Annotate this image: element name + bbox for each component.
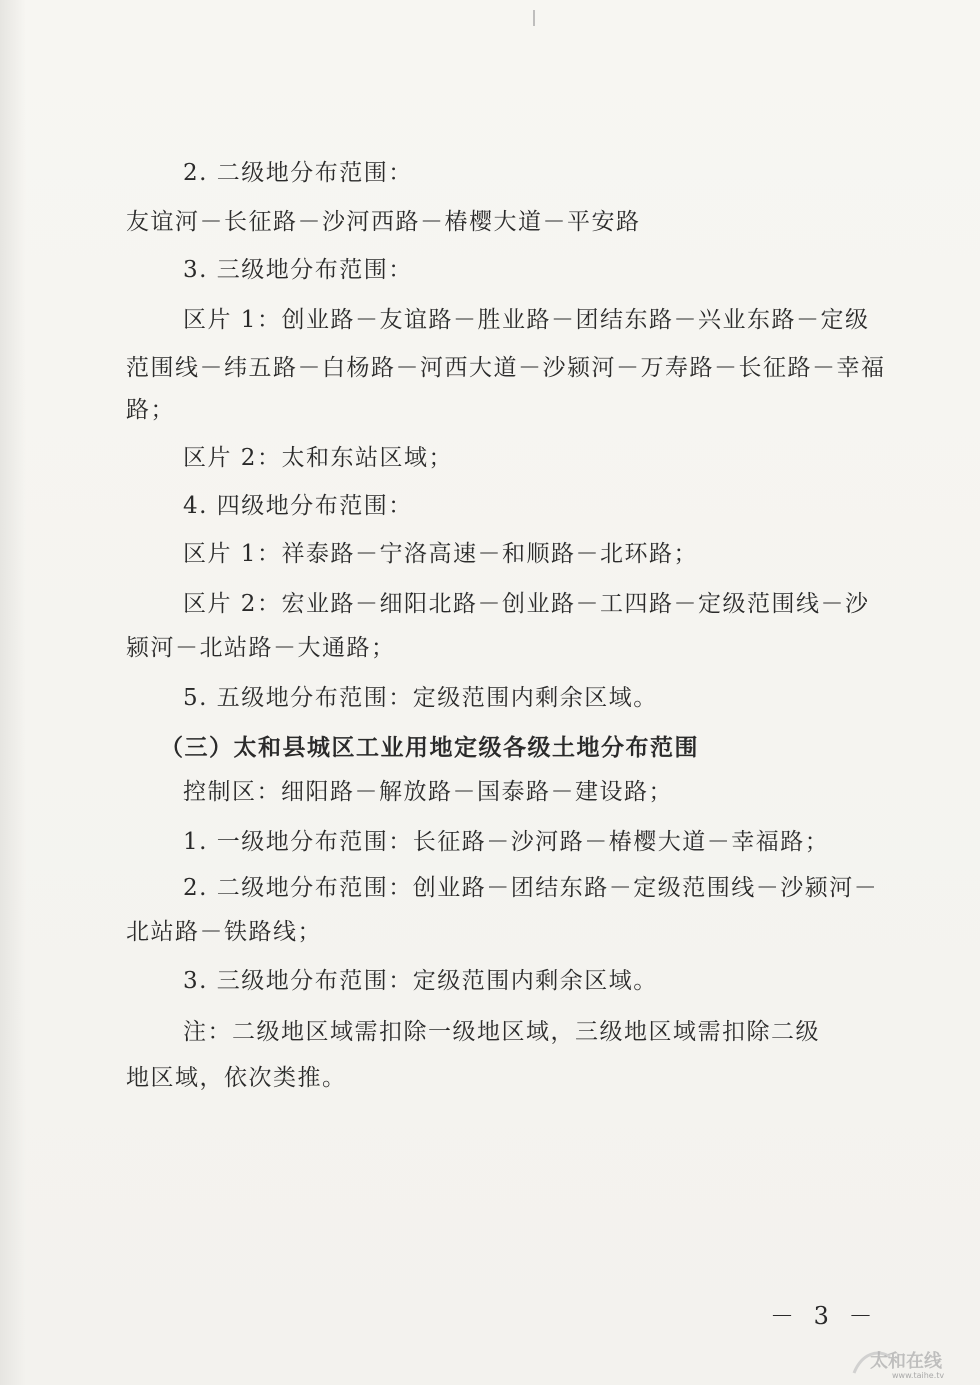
text-line-4: 区片 1：创业路－友谊路－胜业路－团结东路－兴业东路－定级 (183, 307, 870, 333)
text-line-3: 3. 三级地分布范围： (183, 257, 413, 283)
text-line-17: 北站路－铁路线； (126, 919, 322, 945)
page-number: － 3 － (770, 1302, 879, 1330)
text-line-14: 控制区：细阳路－解放路－国泰路－建设路； (183, 779, 673, 805)
text-line-15: 1. 一级地分布范围：长征路－沙河路－椿樱大道－幸福路； (183, 829, 830, 855)
text-line-8: 4. 四级地分布范围： (183, 493, 413, 519)
text-line-5: 范围线－纬五路－白杨路－河西大道－沙颍河－万寿路－长征路－幸福 (126, 355, 886, 381)
text-line-2: 友谊河－长征路－沙河西路－椿樱大道－平安路 (126, 209, 641, 235)
watermark-logo (848, 1343, 976, 1381)
text-line-19: 注：二级地区域需扣除一级地区域，三级地区域需扣除二级 (183, 1019, 820, 1045)
watermark-url: www.taihe.tv (892, 1371, 945, 1380)
text-line-9: 区片 1：祥泰路－宁洛高速－和顺路－北环路； (183, 541, 698, 567)
text-line-18: 3. 三级地分布范围：定级范围内剩余区域。 (183, 968, 658, 994)
text-line-1: 2. 二级地分布范围： (183, 160, 413, 186)
text-line-6: 路； (126, 397, 175, 423)
text-line-11: 颍河－北站路－大通路； (126, 635, 396, 661)
text-line-16: 2. 二级地分布范围：创业路－团结东路－定级范围线－沙颍河－ (183, 875, 879, 901)
section-heading: （三）太和县城区工业用地定级各级土地分布范围 (160, 734, 699, 761)
scan-edge-shadow (0, 0, 26, 1385)
text-line-10: 区片 2：宏业路－细阳北路－创业路－工四路－定级范围线－沙 (183, 591, 870, 617)
text-line-7: 区片 2：太和东站区域； (183, 445, 453, 471)
watermark-text: 太和在线 (870, 1351, 942, 1372)
text-line-12: 5. 五级地分布范围：定级范围内剩余区域。 (183, 685, 658, 711)
text-line-20: 地区域，依次类推。 (126, 1065, 347, 1091)
scan-mark (533, 10, 535, 26)
